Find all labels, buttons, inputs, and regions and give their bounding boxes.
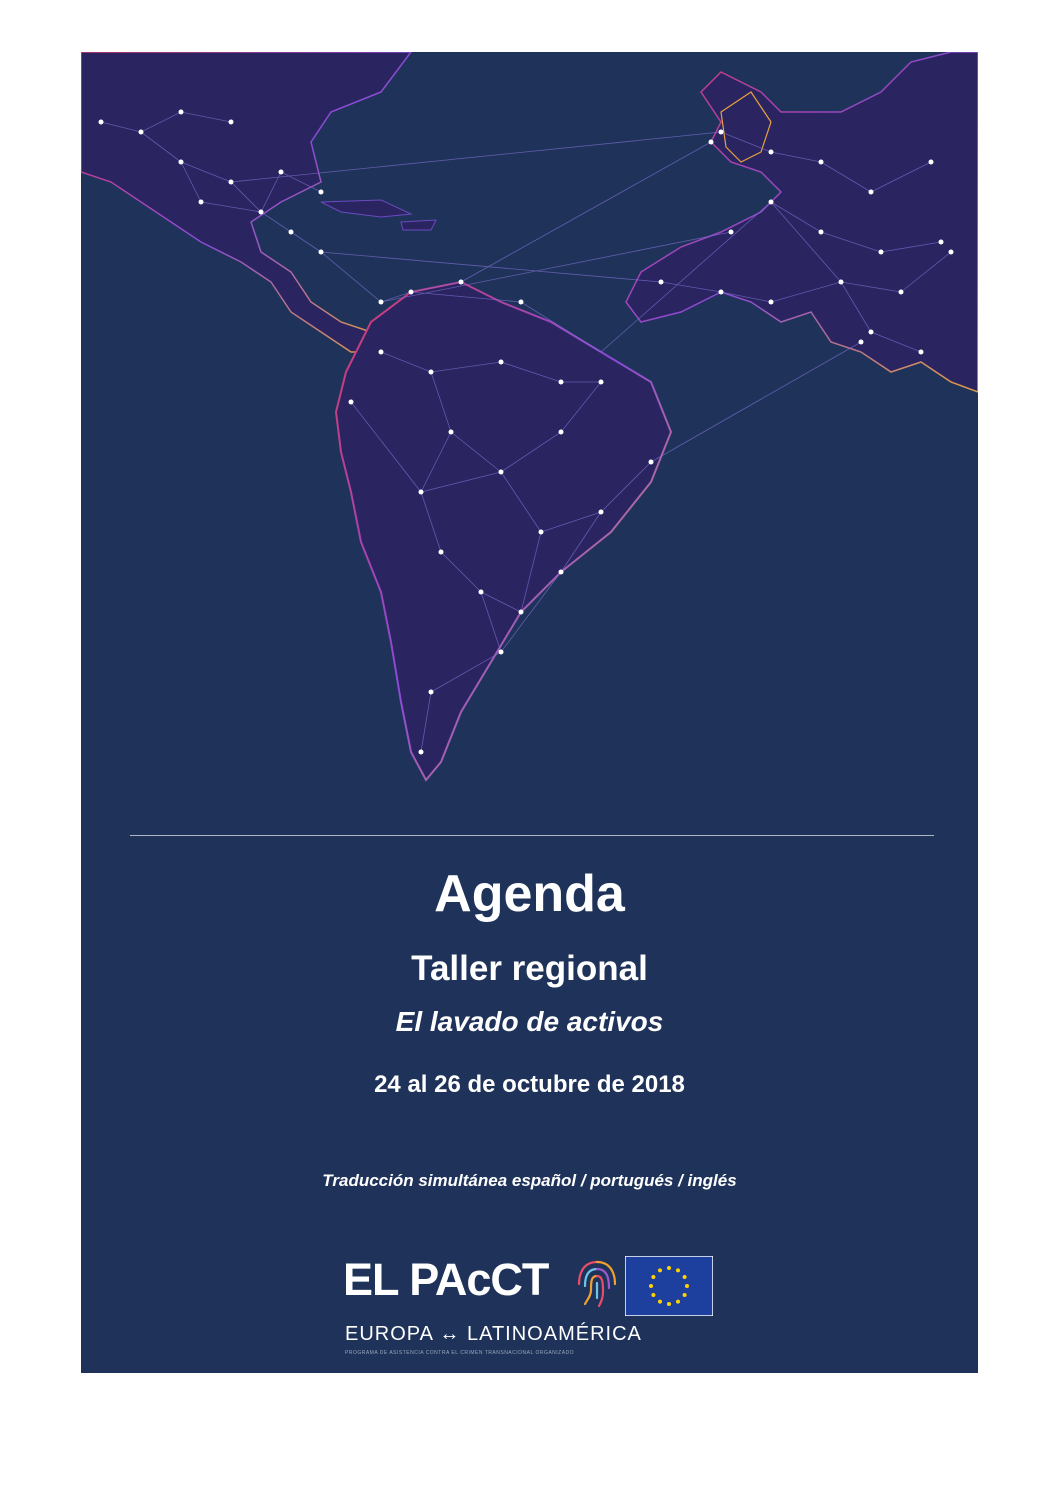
fingerprint-icon <box>575 1258 619 1310</box>
eu-flag-icon <box>625 1256 713 1316</box>
translation-note: Traducción simultánea español / portugués / inglés <box>322 1171 737 1190</box>
topic: El lavado de activos <box>395 1006 664 1037</box>
network-world-map-icon <box>81 52 978 812</box>
logo-small-text: PROGRAMA DE ASISTENCIA CONTRA EL CRIMEN TRANSNACIONAL ORGANIZADO <box>345 1350 575 1356</box>
page-title: Agenda <box>434 865 625 923</box>
divider <box>130 835 934 836</box>
logo-name: EL PAcCT <box>343 1254 549 1305</box>
cover-page <box>81 52 978 1373</box>
logo-tagline: EUROPA ↔ LATINOAMÉRICA <box>345 1323 642 1345</box>
page-subtitle: Taller regional <box>411 949 648 988</box>
event-dates: 24 al 26 de octubre de 2018 <box>374 1071 685 1098</box>
el-pacct-logo <box>343 1252 723 1362</box>
